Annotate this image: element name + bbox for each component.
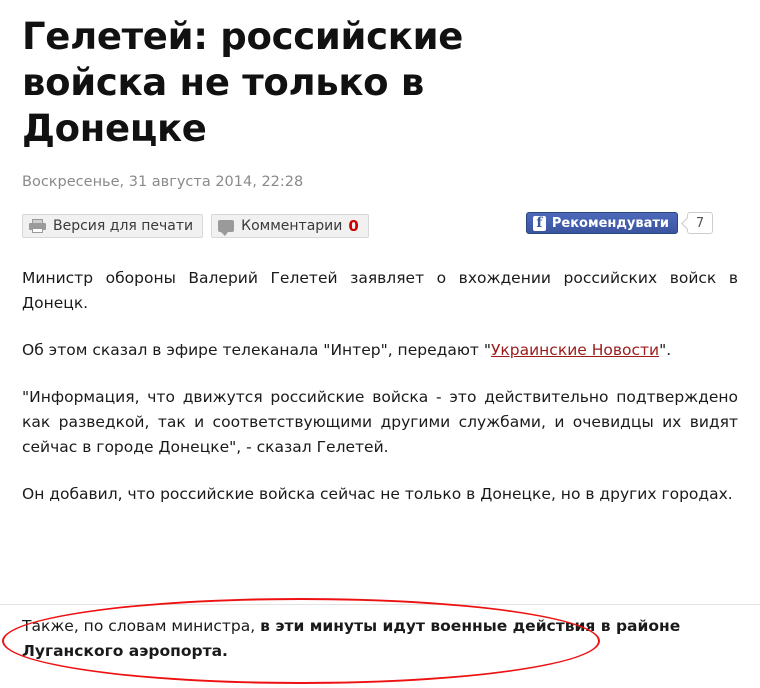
facebook-icon: f [533, 216, 546, 231]
source-text-before: Об этом сказал в эфире телеканала "Интер", передают " [22, 341, 491, 359]
publish-date: Воскресенье, 31 августа 2014, 22:28 [22, 174, 304, 190]
highlighted-text-plain: Также, по словам министра, [22, 617, 261, 635]
print-version-label: Версия для печати [53, 218, 194, 234]
facebook-recommend-button[interactable] [526, 212, 678, 234]
comments-label: Комментарии [241, 218, 343, 234]
article-toolbar [22, 212, 738, 240]
section-divider [0, 604, 760, 605]
comments-button[interactable] [211, 214, 369, 238]
paragraph-quote: "Информация, что движутся российские войска - это действительно подтверждено как разведкой, так и соответствующими другими службами, и очевидцы их видят сейчас в городе Донецке", - сказал Гелетей. [22, 388, 738, 456]
ukrainian-news-link[interactable]: Украинские Новости [490, 341, 660, 359]
comment-bubble-icon [218, 220, 234, 232]
highlighted-text-bold: в эти минуты идут военные действия в районе Луганского аэропорта. [22, 617, 681, 660]
comments-count: 0 [348, 217, 359, 235]
highlighted-section [22, 614, 738, 664]
page-title: Гелетей: российские войска не только в Донецке [22, 15, 463, 150]
facebook-share-widget [526, 212, 713, 234]
paragraph-additional: Он добавил, что российские войска сейчас не только в Донецке, но в других городах. [22, 485, 733, 503]
printer-icon [29, 219, 46, 233]
paragraph-highlighted [22, 614, 738, 664]
paragraph-source [22, 338, 738, 363]
paragraph-intro: Министр обороны Валерий Гелетей заявляет о вхождении российских войск в Донецк. [22, 269, 738, 312]
source-text-after: ". [659, 341, 672, 359]
article-body [22, 266, 738, 507]
facebook-share-count: 7 [687, 212, 713, 234]
facebook-recommend-label: Рекомендувати [551, 215, 669, 231]
print-version-button[interactable] [22, 214, 203, 238]
